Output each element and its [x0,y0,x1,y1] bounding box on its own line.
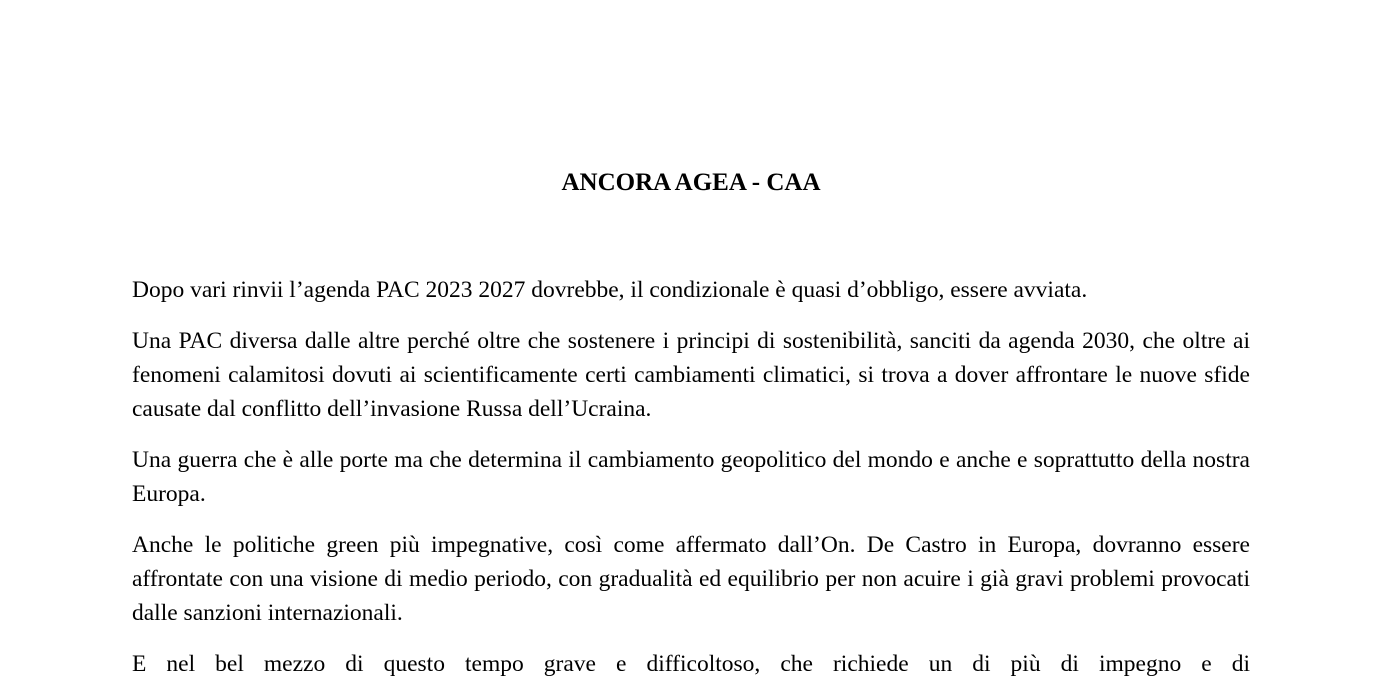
document-body [132,273,1250,698]
paragraph-3: Una guerra che è alle porte ma che determina il cambiamento geopolitico del mondo e anche e soprattutto della nostra Europa. [132,447,1250,507]
document-title: ANCORA AGEA - CAA [561,169,821,196]
paragraph-2: Una PAC diversa dalle altre perché oltre che sostenere i principi di sostenibilità, sanciti da agenda 2030, che oltre ai fenomeni calamitosi dovuti ai scientificamente certi cambiamenti climatici, si trova a dover affrontare le nuove sfide causate dal conflitto dell’invasione Russa dell’Ucraina. [132,328,1250,422]
paragraph-5: E nel bel mezzo di questo tempo grave e difficoltoso, che richiede un di più di impegno e di [132,651,1250,677]
paragraph-4: Anche le politiche green più impegnative, così come affermato dall’On. De Castro in Europa, dovranno essere affrontate con una visione di medio periodo, con gradualità ed equilibrio per non acuire i già gravi problemi provocati dalle sanzioni internazionali. [132,532,1250,626]
paragraph-1: Dopo vari rinvii l’agenda PAC 2023 2027 dovrebbe, il condizionale è quasi d’obbligo, essere avviata. [132,277,1088,303]
